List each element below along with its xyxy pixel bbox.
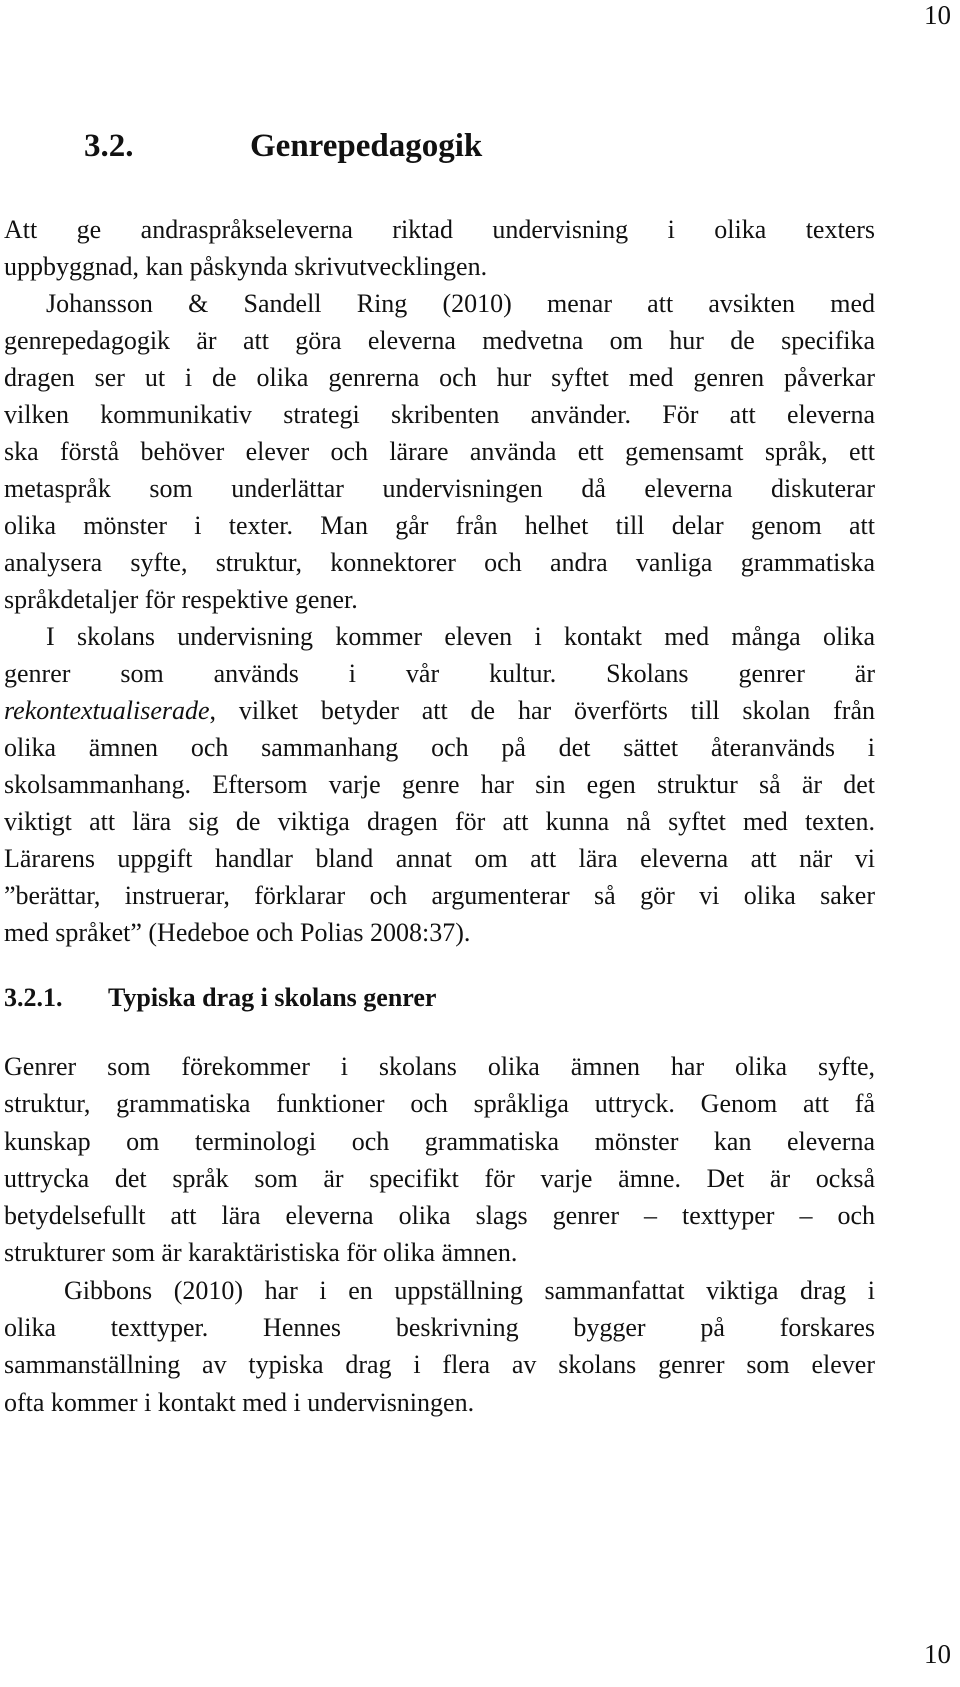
italic-term: rekontextualiserade bbox=[4, 696, 210, 725]
text-line: dragen ser ut i de olika genrerna och hur syftet med genren påverkar bbox=[4, 363, 875, 392]
text-line: Lärarens uppgift handlar bland annat om att lära eleverna att när vi bbox=[4, 844, 875, 873]
text-line: I skolans undervisning kommer eleven i kontakt med många olika bbox=[46, 622, 875, 651]
text-line: uttrycka det språk som är specifikt för varje ämne. Det är också bbox=[4, 1163, 875, 1193]
text-line: Genrer som förekommer i skolans olika ämnen har olika syfte, bbox=[4, 1052, 875, 1081]
text-line: ska förstå behöver elever och lärare använda ett gemensamt språk, ett bbox=[4, 437, 875, 466]
text-line: olika ämnen och sammanhang och på det sättet återanvänds i bbox=[4, 733, 875, 762]
text-line: strukturer som är karaktäristiska för olika ämnen. bbox=[4, 1238, 518, 1268]
text-line: struktur, grammatiska funktioner och språkliga uttryck. Genom att få bbox=[4, 1089, 875, 1119]
text-line: ”berättar, instruerar, förklarar och argumenterar så gör vi olika saker bbox=[4, 881, 875, 910]
text-line-with-italic bbox=[4, 692, 875, 729]
text-line: genrepedagogik är att göra eleverna medvetna om hur de specifika bbox=[4, 326, 875, 355]
subsection-heading bbox=[4, 983, 436, 1013]
subsection-title: Typiska drag i skolans genrer bbox=[108, 983, 437, 1012]
text-line: Att ge andraspråkseleverna riktad undervisning i olika texters bbox=[4, 215, 875, 244]
text-line: betydelsefullt att lära eleverna olika slags genrer – texttyper – och bbox=[4, 1201, 875, 1231]
section-body bbox=[4, 211, 875, 951]
text-line: viktigt att lära sig de viktiga dragen för att kunna nå syftet med texten. bbox=[4, 807, 875, 836]
text-line: olika texttyper. Hennes beskrivning bygger på forskares bbox=[4, 1313, 875, 1343]
section-heading bbox=[84, 128, 482, 165]
text-line: olika mönster i texter. Man går från helhet till delar genom att bbox=[4, 511, 875, 540]
page-number-top: 10 bbox=[924, 0, 951, 30]
subsection-body bbox=[4, 1048, 875, 1421]
text-line: vilken kommunikativ strategi skribenten använder. För att eleverna bbox=[4, 400, 875, 429]
text-line: uppbyggnad, kan påskynda skrivutvecklingen. bbox=[4, 252, 488, 281]
section-title: Genrepedagogik bbox=[250, 128, 483, 164]
text-line: Gibbons (2010) har i en uppställning sammanfattat viktiga drag i bbox=[64, 1275, 875, 1305]
text-line: sammanställning av typiska drag i flera av skolans genrer som elever bbox=[4, 1350, 875, 1380]
text-line: analysera syfte, struktur, konnektorer och andra vanliga grammatiska bbox=[4, 548, 875, 577]
subsection-number: 3.2.1. bbox=[4, 983, 63, 1012]
text-line: kunskap om terminologi och grammatiska mönster kan eleverna bbox=[4, 1126, 875, 1156]
text-line: Johansson & Sandell Ring (2010) menar att avsikten med bbox=[46, 289, 875, 318]
text-line-rest: , vilket betyder att de har överförts till skolan från bbox=[209, 696, 875, 725]
text-line: skolsammanhang. Eftersom varje genre har sin egen struktur så är det bbox=[4, 770, 875, 799]
text-line: med språket” (Hedeboe och Polias 2008:37). bbox=[4, 918, 471, 947]
text-line: metaspråk som underlättar undervisningen då eleverna diskuterar bbox=[4, 474, 875, 503]
text-line: genrer som används i vår kultur. Skolans genrer är bbox=[4, 659, 875, 688]
page-number-bottom: 10 bbox=[924, 1639, 951, 1669]
text-line: ofta kommer i kontakt med i undervisningen. bbox=[4, 1387, 475, 1417]
text-line: språkdetaljer för respektive gener. bbox=[4, 585, 358, 614]
section-number: 3.2. bbox=[84, 128, 134, 164]
